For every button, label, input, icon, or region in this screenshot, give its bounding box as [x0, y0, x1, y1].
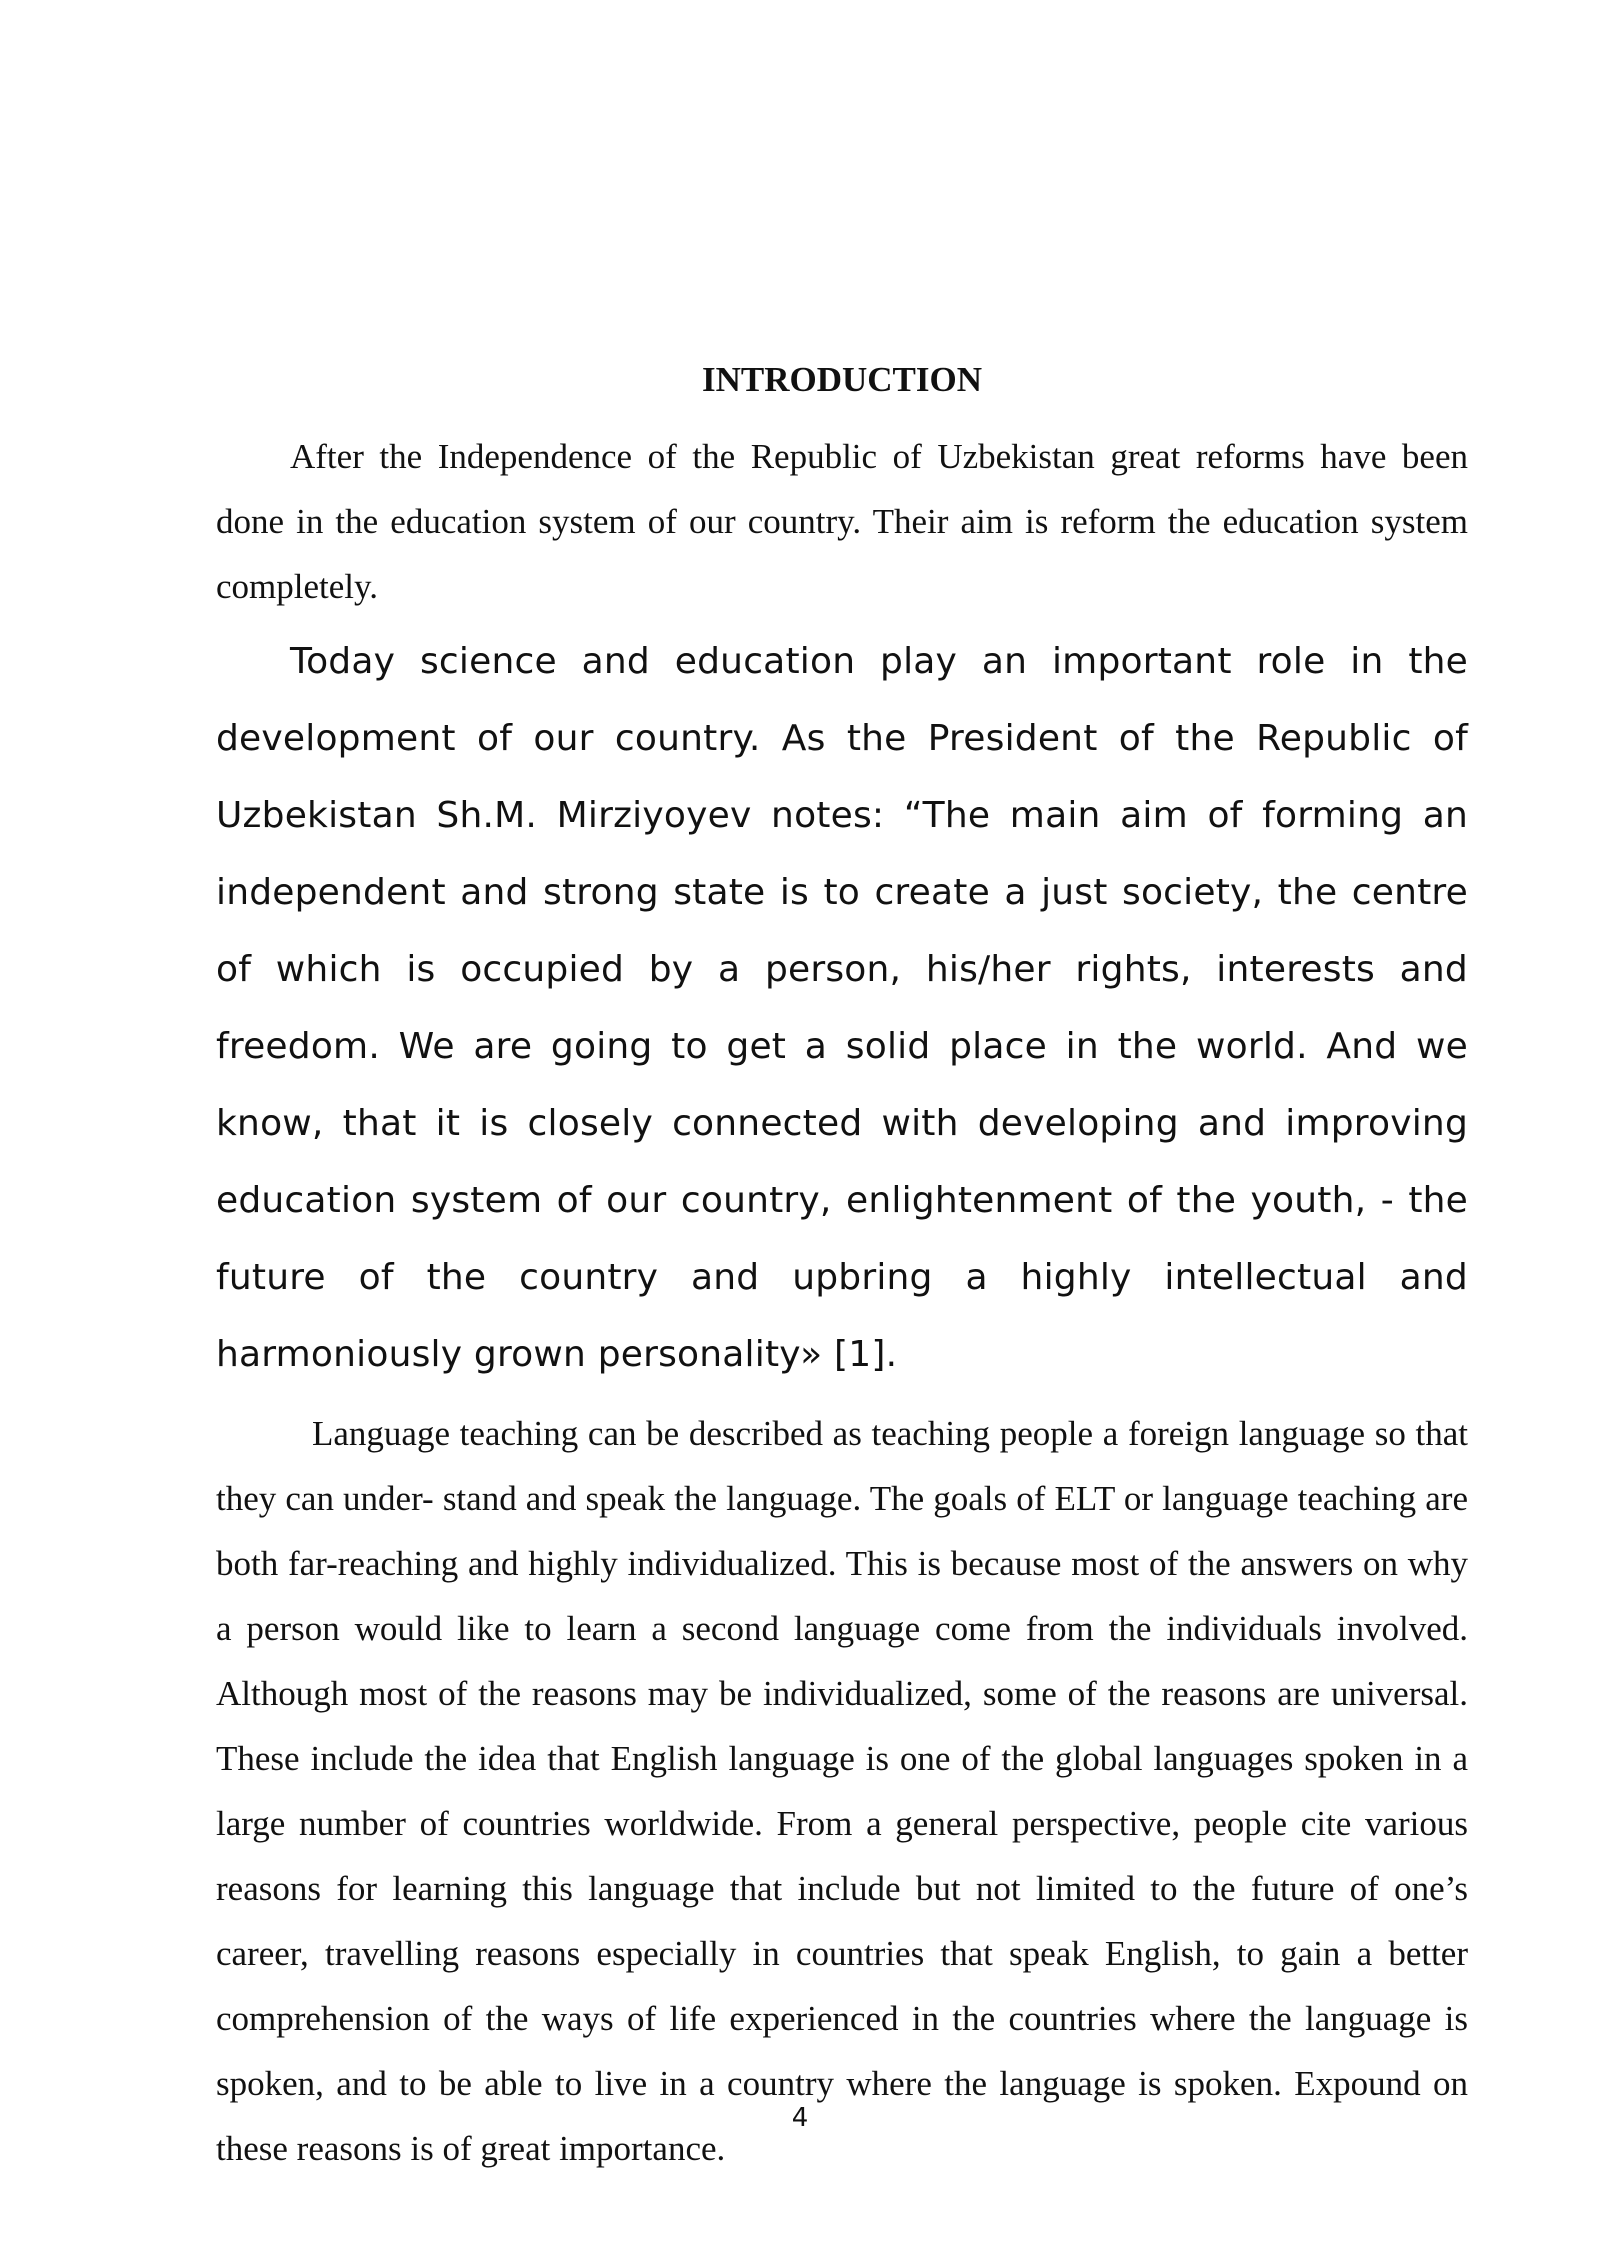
page-number: 4 — [791, 2103, 809, 2133]
paragraph-language-teaching: Language teaching can be described as teaching people a foreign language so that they can under- stand and speak the language. The goals of ELT or language teaching are both far-reaching and highly individualized. This is because most of the answers on why a person would like to learn a second language come from the individuals involved. Although most of the reasons may be individualized, some of the reasons are universal. These include the idea that English language is one of the global languages spoken in a large number of countries worldwide. From a general perspective, people cite various reasons for learning this language that include but not limited to the future of one’s career, travelling reasons especially in countries that speak English, to gain a better comprehension of the ways of life experienced in the countries where the language is spoken, and to be able to live in a country where the language is spoken. Expound on these reasons is of great importance. — [216, 1414, 1468, 2168]
section-heading: INTRODUCTION — [701, 360, 983, 399]
paragraph-president-quote: Today science and education play an important role in the development of our country. As the President of the Republic of Uzbekistan Sh.M. Mirziyoyev notes: “The main aim of forming an independent and strong state is to create a just society, the centre of which is occupied by a person, his/her rights, interests and freedom. We are going to get a solid place in the world. And we know, that it is closely connected with developing and improving education system of our country, enlightenment of the youth, - the future of the country and upbring a highly intellectual and harmoniously grown personality» [1]. — [216, 641, 1468, 1375]
page-content — [216, 352, 1468, 2181]
paragraph-independence-reforms: After the Independence of the Republic of Uzbekistan great reforms have been done in the education system of our country. Their aim is reform the education system completely. — [216, 437, 1468, 606]
